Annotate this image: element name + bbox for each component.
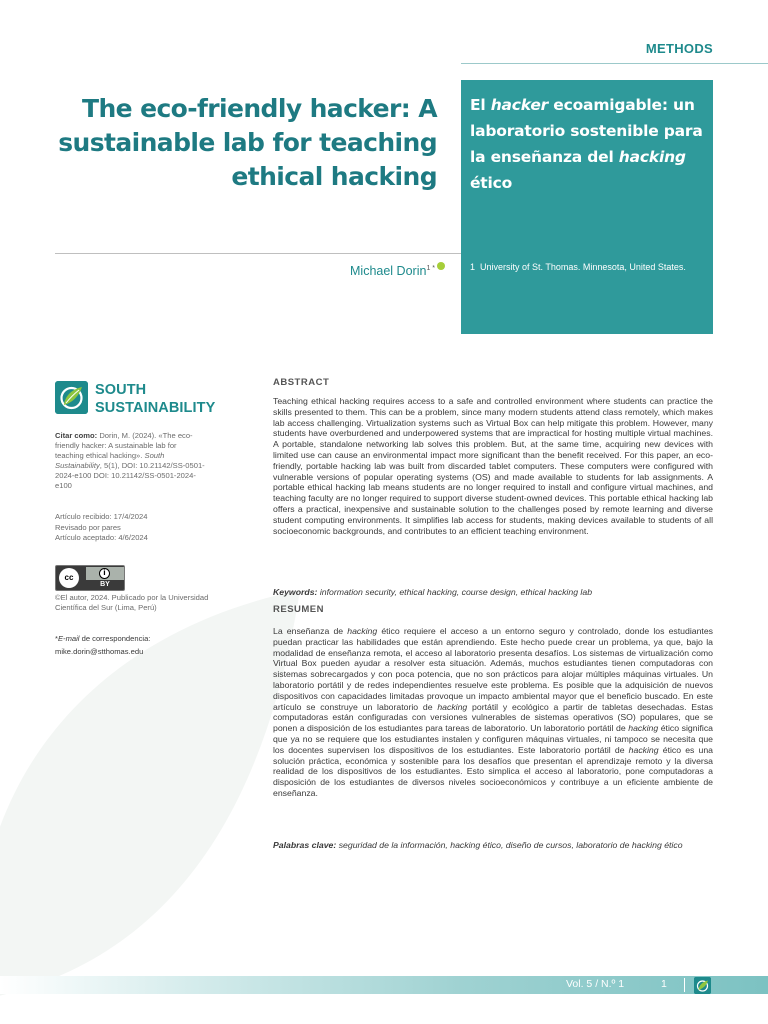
- abstract-heading: ABSTRACT: [273, 377, 330, 388]
- author-marker: 1 *: [426, 264, 435, 272]
- spanish-title-panel: [461, 80, 713, 334]
- affiliation-text: University of St. Thomas. Minnesota, United States.: [480, 262, 686, 272]
- leaf-logo-icon: [55, 381, 88, 414]
- abstract-text: Teaching ethical hacking requires access to a safe and controlled environment where students can practice the skills presented to them. This can be a problem, since many modern students attend class remotely, which makes lab access challenging. Virtualization systems such as Virtual Box can help mitigate this problem. However, many students have overburdened and underpowered systems that are impractical for hosting multiple virtual machines. A portable, standalone networking lab solves this problem. But, at the same time, acquiring new devices with limited use can cause an environmental impact more significant than the benefit received. For this paper, an eco-friendly, portable hacking lab was built from discarded tablet computers. These computers were configured with vulnerable versions of popular operating systems (OS) and made available to students for lab assignments. A portable ethical hacking lab means students are no longer required to install and configure virtual machines, and teaching faculty are no longer required to support diverse student-owned devices. This portable ethical hacking lab offers a practical, inexpensive and sustainable solution to the challenges posed by remote learning and diverse student computing environments. It simplifies lab access for students, making devices available to students of all socioeconomic backgrounds, and contributes to an efficient teaching environment.: [273, 396, 713, 536]
- footer-logo-icon: [694, 977, 711, 994]
- section-rule: [461, 63, 768, 64]
- copyright-notice: ©El autor, 2024. Publicado por la Universidad Científica del Sur (Lima, Perú): [55, 593, 209, 612]
- date-received: Artículo recibido: 17/4/2024: [55, 512, 148, 521]
- section-tag: METHODS: [645, 41, 713, 56]
- correspondence-email[interactable]: mike.dorin@stthomas.edu: [55, 647, 144, 656]
- resumen-heading: RESUMEN: [273, 604, 325, 615]
- resumen-text: La enseñanza de hacking ético requiere el acceso a un entorno seguro y controlado, donde los estudiantes puedan practicar las habilidades que están aprendiendo. Este hecho puede crear un problema, ya que, bajo la modalidad de enseñanza remota, el acceso al laboratorio presenta desafíos. Los sistemas de virtualización como Virtual Box pueden ayudar a resolver esta situación. Además, muchos estudiantes tienen computadoras con sistemas sobrecargados y con poca potencia, que no son prácticos para alojar múltiples máquinas virtuales. Un laboratorio portátil y de redes independientes resuelve este problema. Es posible que la adquisición de nuevos dispositivos con capacidades limitadas provoque un impacto ambiental mayor que el beneficio buscado. En este artículo se construye un laboratorio de hacking portátil y ecológico a partir de tabletas desechadas. Estas computadoras están configuradas con versiones vulnerables de sistemas operativos (SO) populares, que se ponen a disposición de los estudiantes para tareas de laboratorio. Un laboratorio portátil de hacking ético significa que ya no se requiere que los estudiantes instalen y configuren máquinas virtuales, ni tampoco se necesita que los docentes supervisen los dispositivos de los estudiantes. Este laboratorio portátil de hacking ético es una solución práctica, económica y sostenible para los desafíos que presentan el aprendizaje remoto y la diversa realidad de los dispositivos de los estudiantes. Esto simplica el acceso al laboratorio, pone computadoras a disposición de los estudiantes de diversos niveles socioeconómicos y contribuye a un eficiente ambiente de enseñanza.: [273, 626, 714, 798]
- palabras-clave: Palabras clave: seguridad de la información, hacking ético, diseño de cursos, laboratorio de hacking ético: [273, 840, 683, 850]
- author-line: [55, 262, 445, 278]
- footer-volume: Vol. 5 / N.º 1: [566, 978, 625, 990]
- journal-name: SOUTH SUSTAINABILITY: [95, 382, 216, 416]
- author-divider: [55, 253, 461, 254]
- cc-license-badge[interactable]: [55, 565, 125, 591]
- title-english: The eco-friendly hacker: A sustainable lab for teaching ethical hacking: [58, 94, 437, 191]
- keywords: Keywords: information security, ethical hacking, course design, ethical hacking lab: [273, 587, 593, 597]
- peer-reviewed: Revisado por pares: [55, 522, 121, 532]
- article-dates: [55, 512, 215, 544]
- affiliation-number: 1: [470, 262, 476, 272]
- affiliation: [470, 261, 702, 273]
- citation: Citar como: Dorin, M. (2024). «The eco-friendly hacker: A sustainable lab for teaching ethical hacking». South Sustainability, 5(1), DOI: 10.21142/SS-0501-2024-e100 DOI: 10.21142/SS-0501-2024-e100: [55, 431, 205, 490]
- leaf-watermark: [0, 560, 320, 1020]
- title-spanish: El hacker ecoamigable: un laboratorio sostenible para la enseñanza del hacking ético: [470, 96, 703, 192]
- footer-band: [0, 976, 768, 994]
- by-label: BY: [100, 581, 110, 588]
- date-accepted: Artículo aceptado: 4/6/2024: [55, 533, 148, 542]
- author-name[interactable]: Michael Dorin: [350, 264, 427, 278]
- page-number: 1: [661, 978, 667, 990]
- cc-icon: cc: [59, 568, 79, 588]
- footer-separator: [684, 978, 685, 992]
- correspondence: [55, 632, 225, 658]
- journal-logo: [55, 381, 255, 421]
- attribution-icon: i: [99, 568, 110, 579]
- orcid-icon[interactable]: [437, 262, 445, 270]
- correspondence-label: *E-mail de correspondencia:: [55, 634, 151, 643]
